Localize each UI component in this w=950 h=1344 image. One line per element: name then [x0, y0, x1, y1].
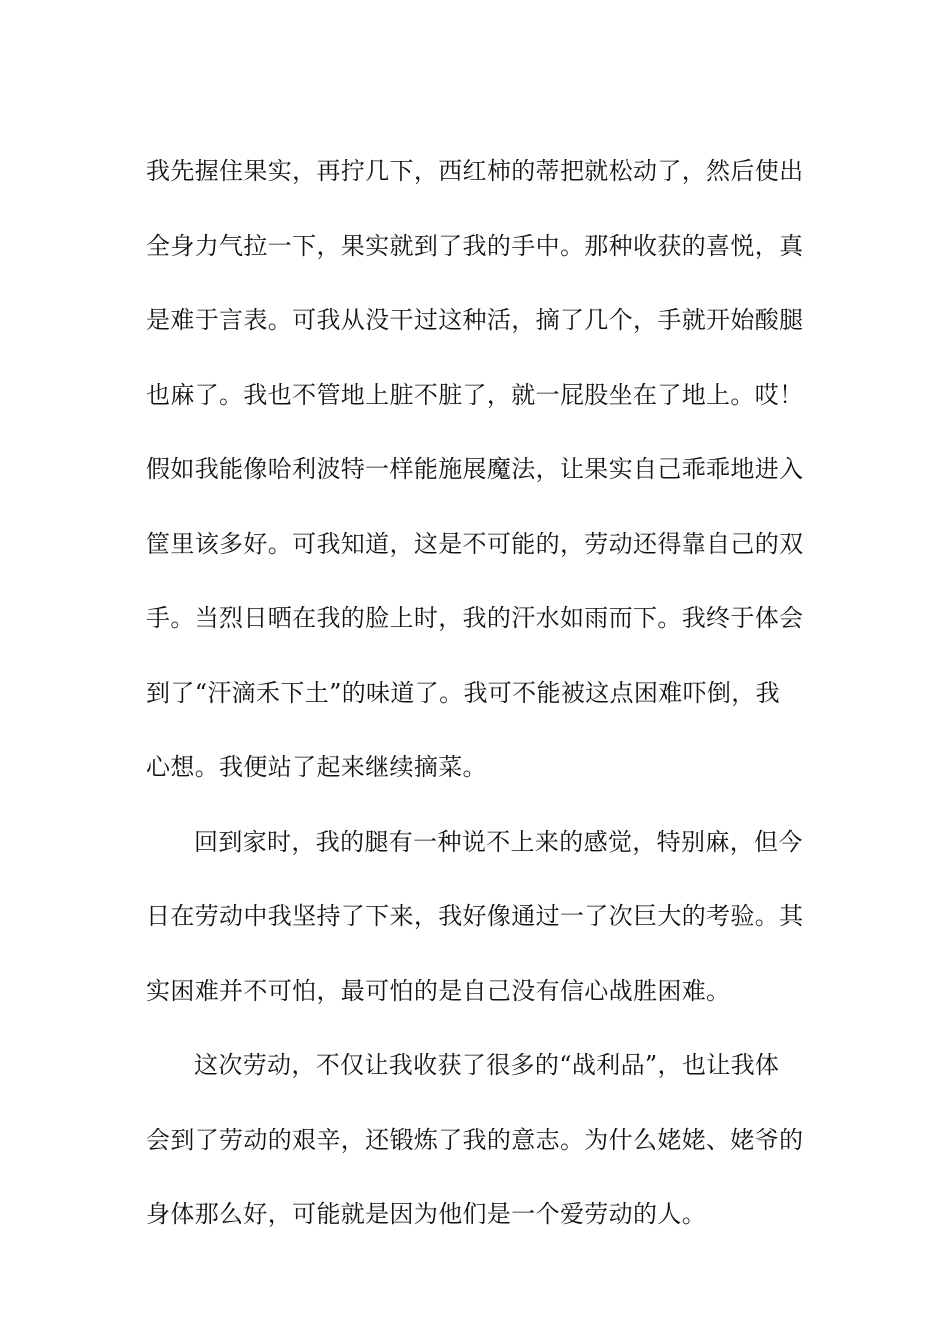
text-line: 会到了劳动的艰辛，还锻炼了我的意志。为什么姥姥、姥爷的 — [146, 1125, 804, 1154]
text-line: 全身力气拉一下，果实就到了我的手中。那种收获的喜悦，真 — [146, 231, 804, 260]
text-line: 心想。我便站了起来继续摘菜。 — [146, 753, 487, 781]
text-line: 筐里该多好。可我知道，这是不可能的，劳动还得靠自己的双 — [146, 529, 804, 558]
essay-body — [146, 134, 810, 1252]
text-line: 假如我能像哈利波特一样能施展魔法，让果实自己乖乖地进入 — [146, 455, 804, 483]
paragraph-start-line: 这次劳动，不仅让我收获了很多的“战利品”，也让我体 — [194, 1051, 780, 1079]
text-line: 手。当烈日晒在我的脸上时，我的汗水如雨而下。我终于体会 — [146, 604, 804, 632]
text-line: 实困难并不可怕，最可怕的是自己没有信心战胜困难。 — [146, 976, 731, 1005]
text-line: 也麻了。我也不管地上脏不脏了，就一屁股坐在了地上。哎！ — [146, 380, 804, 409]
text-line: 是难于言表。可我从没干过这种活，摘了几个，手就开始酸腿 — [146, 306, 804, 334]
paragraph-start-line: 回到家时，我的腿有一种说不上来的感觉，特别麻，但今 — [194, 827, 803, 856]
text-line: 到了“汗滴禾下土”的味道了。我可不能被这点困难吓倒，我 — [146, 678, 780, 707]
text-line: 身体那么好，可能就是因为他们是一个爱劳动的人。 — [146, 1200, 707, 1228]
text-line: 我先握住果实，再拧几下，西红柿的蒂把就松动了，然后使出 — [146, 157, 804, 185]
text-line: 日在劳动中我坚持了下来，我好像通过一了次巨大的考验。其 — [146, 902, 804, 930]
